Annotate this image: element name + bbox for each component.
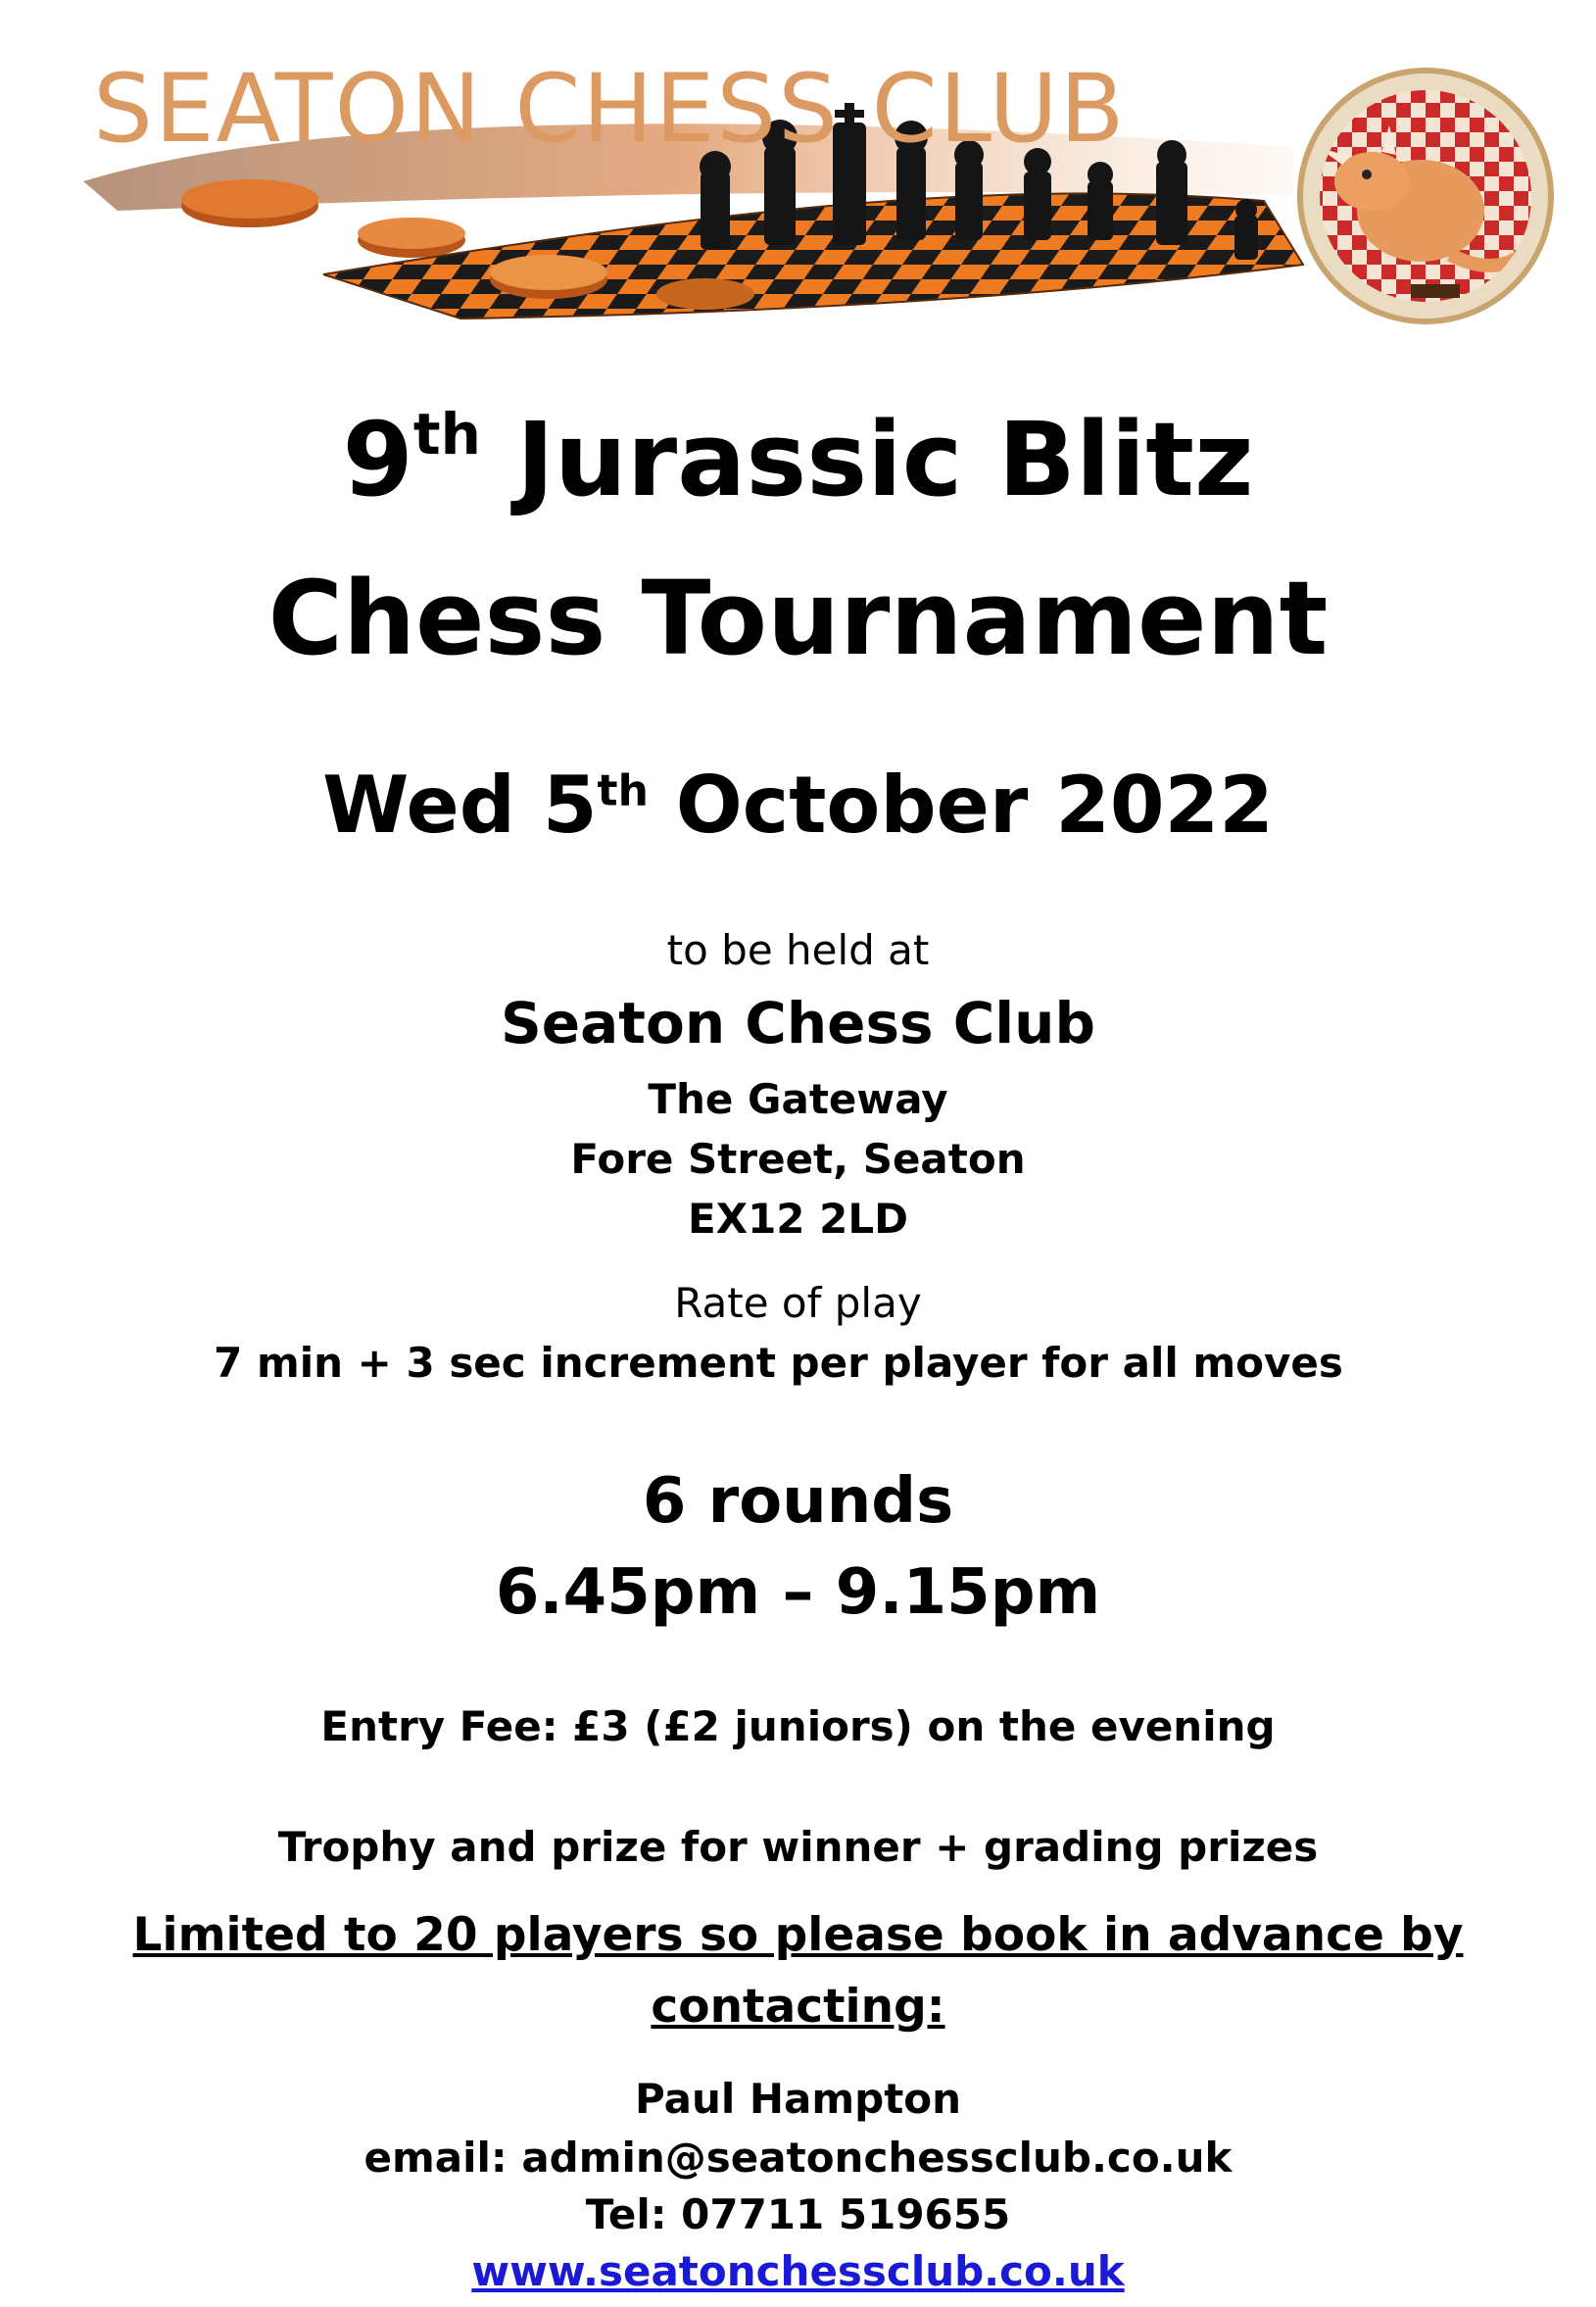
venue-address-line-1: The Gateway <box>648 1075 948 1123</box>
title-line-1 <box>0 400 1596 519</box>
website-link-container <box>0 2247 1596 2295</box>
venue-postcode: EX12 2LD <box>688 1195 908 1243</box>
website-link[interactable]: www.seatonchessclub.co.uk <box>471 2247 1125 2295</box>
event-time: 6.45pm – 9.15pm <box>495 1556 1101 1629</box>
contact-phone[interactable]: Tel: 07711 519655 <box>585 2190 1011 2238</box>
title-line-2: Chess Tournament <box>267 559 1329 678</box>
date-suffix: th <box>597 765 649 816</box>
booking-notice-line-2: contacting: <box>651 1980 945 2034</box>
rate-of-play-value: 7 min + 3 sec increment per player for all moves <box>214 1339 1343 1387</box>
booking-notice-line-1: Limited to 20 players so please book in advance by <box>132 1908 1464 1962</box>
title-ordinal-number: 9 <box>342 400 413 519</box>
chessboard-banner-image <box>0 0 1596 343</box>
date-prefix: Wed 5 <box>322 760 598 851</box>
contact-name: Paul Hampton <box>634 2075 962 2123</box>
prizes-info: Trophy and prize for winner + grading prizes <box>277 1823 1319 1871</box>
title-ordinal-suffix: th <box>412 401 481 468</box>
rate-of-play-label: Rate of play <box>674 1279 922 1327</box>
club-logo-emblem <box>1300 71 1551 321</box>
club-name-heading: SEATON CHESS CLUB <box>93 54 1127 164</box>
rounds-count: 6 rounds <box>642 1465 954 1538</box>
venue-intro: to be held at <box>666 926 930 974</box>
event-date <box>0 760 1596 851</box>
title-line1-text: Jurassic Blitz <box>480 400 1254 519</box>
entry-fee: Entry Fee: £3 (£2 juniors) on the evening <box>320 1702 1276 1750</box>
contact-email[interactable]: email: admin@seatonchessclub.co.uk <box>363 2134 1233 2182</box>
venue-address-line-2: Fore Street, Seaton <box>570 1135 1026 1183</box>
venue-name: Seaton Chess Club <box>501 990 1095 1056</box>
banner <box>0 0 1596 343</box>
date-rest: October 2022 <box>648 760 1274 851</box>
